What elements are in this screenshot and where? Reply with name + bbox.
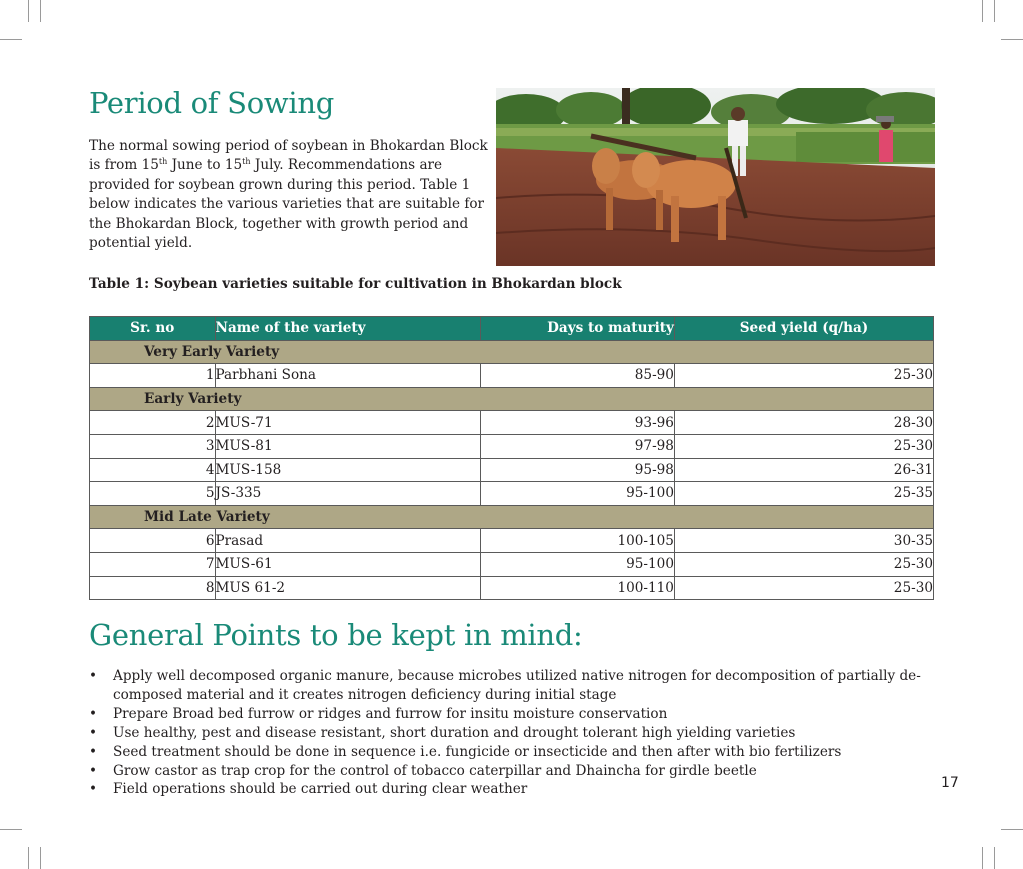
header-seed-yield: Seed yield (q/ha) bbox=[674, 317, 933, 341]
cell-variety: MUS 61-2 bbox=[215, 576, 480, 600]
bullet-icon: • bbox=[89, 743, 98, 760]
cell-sr: 6 bbox=[90, 529, 216, 553]
table-row bbox=[90, 411, 934, 435]
cell-days: 85-90 bbox=[480, 364, 674, 388]
crop-mark bbox=[982, 847, 983, 869]
cell-days: 97-98 bbox=[480, 434, 674, 458]
crop-mark bbox=[1001, 829, 1023, 830]
bullet-icon: • bbox=[89, 781, 98, 798]
list-item bbox=[89, 667, 939, 705]
group-label: Very Early Variety bbox=[90, 340, 934, 364]
bullet-icon: • bbox=[89, 705, 98, 722]
cell-yield: 25-35 bbox=[674, 482, 933, 506]
header-variety-name: Name of the variety bbox=[215, 317, 480, 341]
table-row bbox=[90, 458, 934, 482]
group-label: Mid Late Variety bbox=[90, 505, 934, 529]
crop-mark bbox=[0, 829, 22, 830]
page-number: 17 bbox=[941, 775, 959, 791]
cell-variety: JS-335 bbox=[215, 482, 480, 506]
bullet-icon: • bbox=[89, 668, 98, 684]
cell-yield: 28-30 bbox=[674, 411, 933, 435]
cell-yield: 30-35 bbox=[674, 529, 933, 553]
cell-sr: 3 bbox=[90, 434, 216, 458]
bullet-icon: • bbox=[89, 762, 98, 779]
cell-yield: 25-30 bbox=[674, 552, 933, 576]
point-text: Grow castor as trap crop for the control of tobacco caterpillar and Dhaincha for girdle beetle bbox=[113, 762, 757, 779]
crop-mark bbox=[994, 0, 995, 22]
photo-illustration bbox=[496, 88, 935, 266]
ordinal-suffix: th bbox=[242, 157, 251, 167]
cell-yield: 25-30 bbox=[674, 434, 933, 458]
group-row bbox=[90, 340, 934, 364]
table-row bbox=[90, 364, 934, 388]
section-title-sowing: Period of Sowing bbox=[89, 86, 335, 120]
crop-mark bbox=[0, 39, 22, 40]
group-row bbox=[90, 387, 934, 411]
cell-variety: MUS-81 bbox=[215, 434, 480, 458]
crop-mark bbox=[28, 0, 29, 22]
cell-days: 100-105 bbox=[480, 529, 674, 553]
cell-days: 95-100 bbox=[480, 482, 674, 506]
cell-sr: 1 bbox=[90, 364, 216, 388]
ordinal-suffix: th bbox=[158, 157, 168, 167]
crop-mark bbox=[28, 847, 29, 869]
table-row bbox=[90, 434, 934, 458]
cell-variety: MUS-61 bbox=[215, 552, 480, 576]
cell-sr: 7 bbox=[90, 552, 216, 576]
list-item bbox=[89, 762, 939, 781]
field-ploughing-photo bbox=[496, 88, 935, 266]
table-row bbox=[90, 576, 934, 600]
intro-text-2: June to 15 bbox=[167, 157, 243, 174]
crop-mark bbox=[982, 0, 983, 22]
point-text: Prepare Broad bed furrow or ridges and furrow for insitu moisture conservation bbox=[113, 705, 668, 722]
cell-sr: 2 bbox=[90, 411, 216, 435]
cell-sr: 4 bbox=[90, 458, 216, 482]
cell-days: 93-96 bbox=[480, 411, 674, 435]
cell-days: 100-110 bbox=[480, 576, 674, 600]
cell-yield: 25-30 bbox=[674, 364, 933, 388]
intro-paragraph bbox=[89, 137, 489, 253]
cell-yield: 26-31 bbox=[674, 458, 933, 482]
table-caption: Table 1: Soybean varieties suitable for cultivation in Bhokardan block bbox=[89, 276, 622, 292]
group-row bbox=[90, 505, 934, 529]
list-item bbox=[89, 743, 939, 762]
group-label: Early Variety bbox=[90, 387, 934, 411]
table-row bbox=[90, 529, 934, 553]
cell-yield: 25-30 bbox=[674, 576, 933, 600]
crop-mark bbox=[40, 847, 41, 869]
table-header-row bbox=[90, 317, 934, 341]
cell-sr: 5 bbox=[90, 482, 216, 506]
crop-mark bbox=[40, 0, 41, 22]
point-text: Apply well decomposed organic manure, because microbes utilized native nitrogen for decomposition of partially de-composed material and it creates nitrogen deficiency during initial stage bbox=[113, 668, 921, 703]
section-title-general-points: General Points to be kept in mind: bbox=[89, 618, 583, 652]
crop-mark bbox=[1001, 39, 1023, 40]
point-text: Seed treatment should be done in sequence i.e. fungicide or insecticide and then after with bio fertilizers bbox=[113, 743, 842, 760]
cell-sr: 8 bbox=[90, 576, 216, 600]
crop-mark bbox=[994, 847, 995, 869]
header-days-to-maturity: Days to maturity bbox=[480, 317, 674, 341]
soybean-varieties-table bbox=[89, 316, 934, 600]
header-sr-no: Sr. no bbox=[90, 317, 216, 341]
cell-variety: MUS-71 bbox=[215, 411, 480, 435]
intro-text-1: The normal sowing period of soybean in Bhokardan Block is from 15 bbox=[89, 138, 488, 174]
list-item bbox=[89, 724, 939, 743]
table-row bbox=[90, 482, 934, 506]
point-text: Field operations should be carried out during clear weather bbox=[113, 781, 528, 798]
cell-variety: MUS-158 bbox=[215, 458, 480, 482]
cell-variety: Prasad bbox=[215, 529, 480, 553]
cell-variety: Parbhani Sona bbox=[215, 364, 480, 388]
intro-text-3: July. Recommendations are provided for soybean grown during this period. Table 1 below indicates the various varieties that are suitable for the Bhokardan Block, together with growth period and potential yield. bbox=[89, 157, 485, 252]
table-row bbox=[90, 552, 934, 576]
cell-days: 95-100 bbox=[480, 552, 674, 576]
cell-days: 95-98 bbox=[480, 458, 674, 482]
bullet-icon: • bbox=[89, 724, 98, 741]
point-text: Use healthy, pest and disease resistant, short duration and drought tolerant high yielding varieties bbox=[113, 724, 796, 741]
list-item bbox=[89, 780, 939, 799]
list-item bbox=[89, 705, 939, 724]
general-points-list bbox=[89, 667, 939, 799]
